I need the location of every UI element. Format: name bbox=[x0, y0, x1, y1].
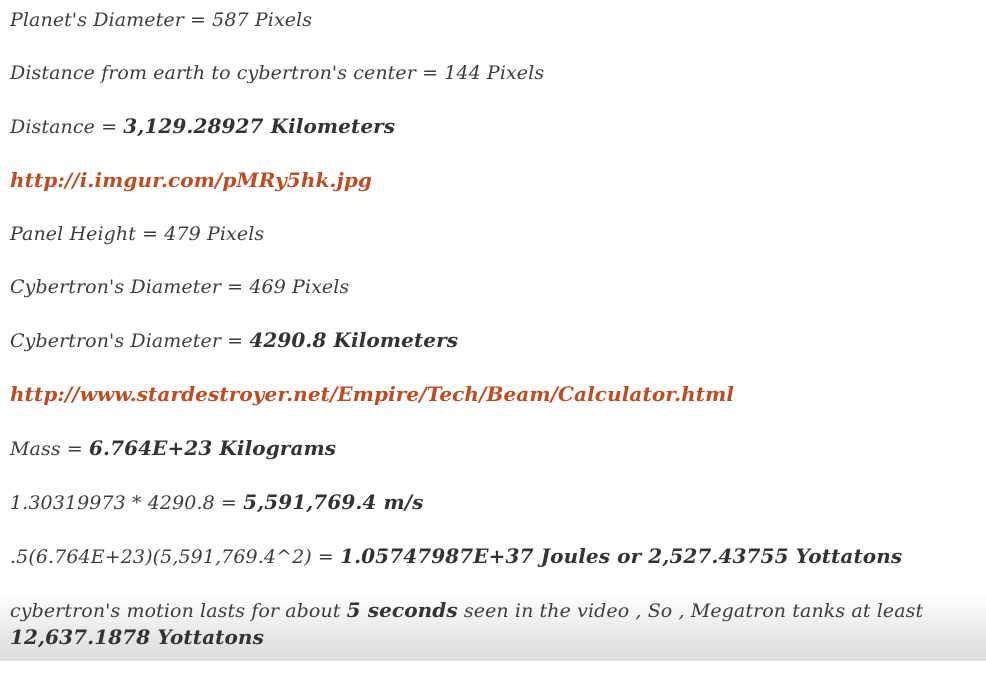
post-line bbox=[10, 435, 968, 462]
post-line bbox=[10, 7, 968, 33]
post-line bbox=[10, 327, 968, 354]
post-text: Planet's Diameter = 587 Pixels bbox=[10, 9, 313, 31]
post-line bbox=[10, 221, 968, 247]
post-text: cybertron's motion lasts for about bbox=[10, 600, 347, 622]
post-line bbox=[10, 113, 968, 140]
calculation-result-text: 6.764E+23 Kilograms bbox=[88, 436, 337, 460]
calculation-result-text: 1.05747987E+37 Joules or 2,527.43755 Yottatons bbox=[340, 544, 903, 568]
url-link[interactable]: http://i.imgur.com/pMRy5hk.jpg bbox=[10, 168, 372, 192]
post-text: Mass = bbox=[10, 438, 89, 460]
calculation-result-text: 12,637.1878 Yottatons bbox=[10, 625, 264, 649]
post-line bbox=[10, 489, 968, 516]
post-text: Panel Height = 479 Pixels bbox=[10, 223, 265, 245]
post-text: seen in the video , So , Megatron tanks at least bbox=[457, 600, 924, 622]
post-text: 1.30319973 * 4290.8 = bbox=[10, 492, 244, 514]
post-text: Distance from earth to cybertron's center = 144 Pixels bbox=[10, 62, 545, 84]
url-link[interactable]: http://www.stardestroyer.net/Empire/Tech/Beam/Calculator.html bbox=[10, 382, 735, 406]
post-text: .5(6.764E+23)(5,591,769.4^2) = bbox=[10, 546, 341, 568]
post-line bbox=[10, 597, 968, 651]
calculation-result-text: 4290.8 Kilometers bbox=[249, 328, 459, 352]
post-line bbox=[10, 167, 968, 194]
post-line bbox=[10, 381, 968, 408]
calculation-result-text: 5,591,769.4 m/s bbox=[243, 490, 424, 514]
post-line bbox=[10, 60, 968, 86]
calculation-result-text: 5 seconds bbox=[346, 598, 458, 622]
post-line bbox=[10, 543, 968, 570]
forum-post-body bbox=[10, 7, 968, 678]
post-text: Distance = bbox=[10, 116, 124, 138]
post-text: Cybertron's Diameter = 469 Pixels bbox=[10, 276, 350, 298]
post-line bbox=[10, 274, 968, 300]
post-text: Cybertron's Diameter = bbox=[10, 330, 250, 352]
calculation-result-text: 3,129.28927 Kilometers bbox=[123, 114, 396, 138]
